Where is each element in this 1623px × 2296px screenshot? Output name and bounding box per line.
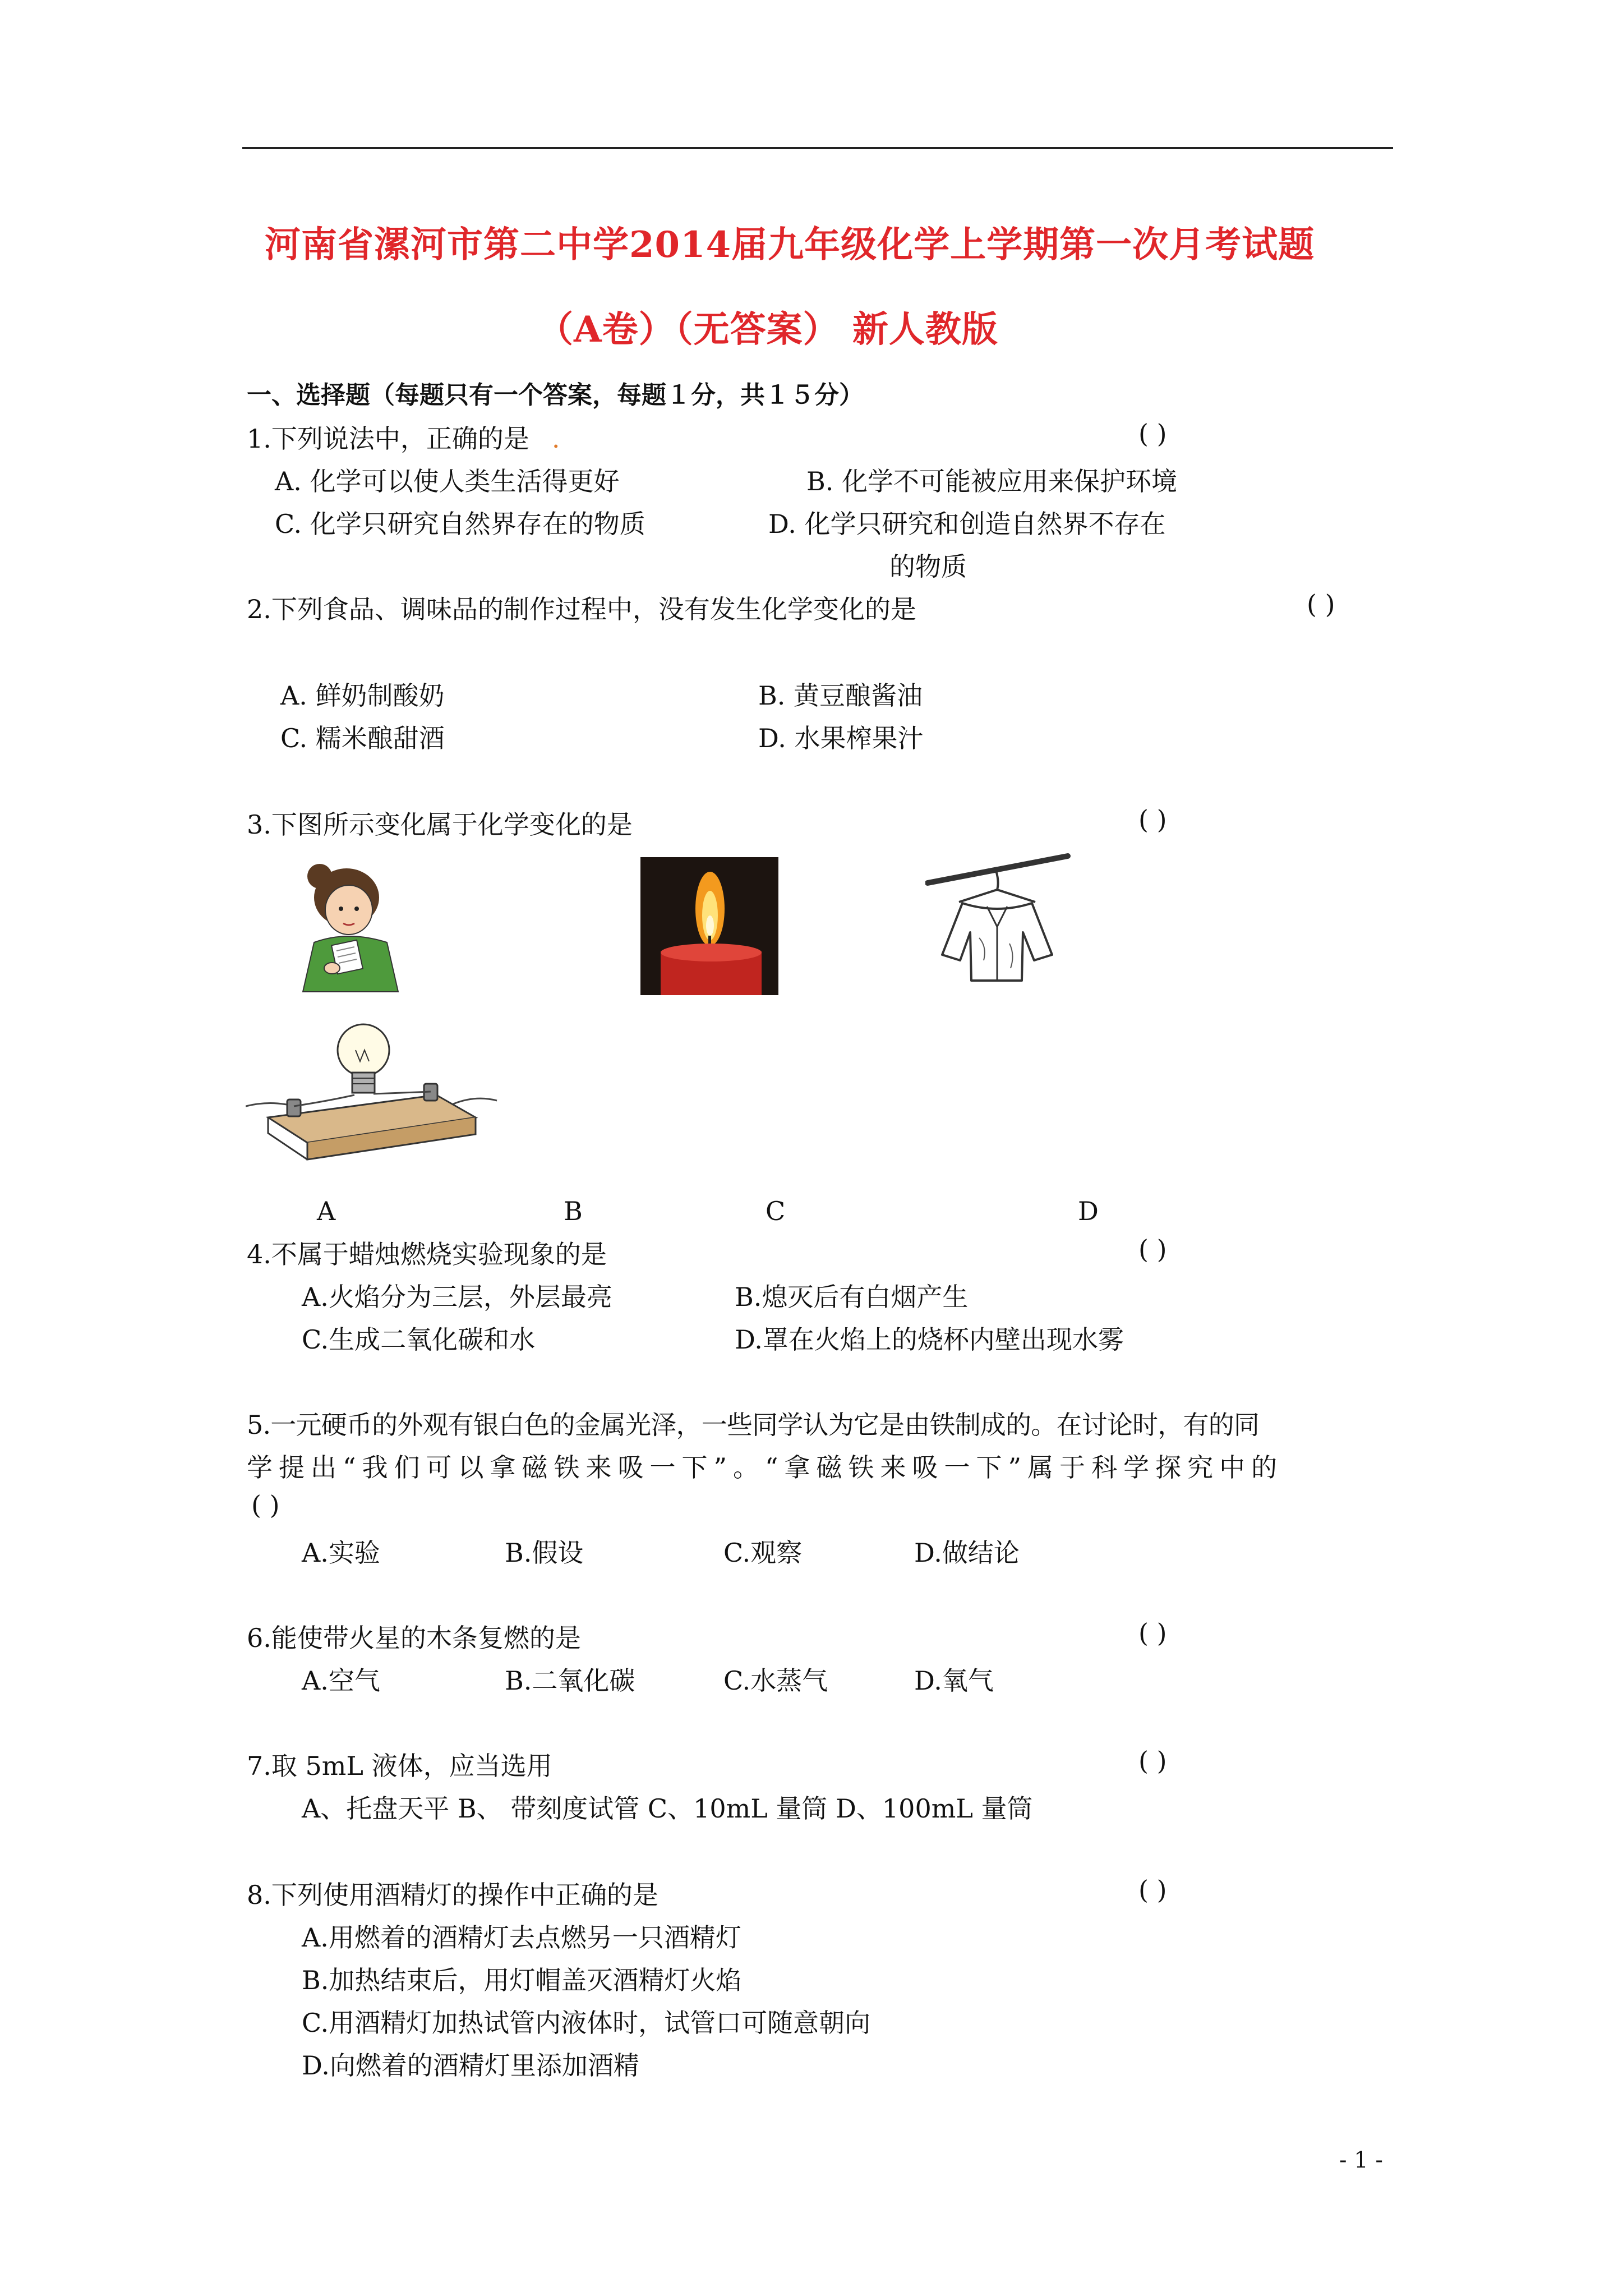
question-6-stem: 6.能使带火星的木条复燃的是: [247, 1623, 581, 1653]
page-title-line1: 河南省漯河市第二中学2014届九年级化学上学期第一次月考试题: [265, 224, 1315, 266]
q2-option-d: D. 水果榨果汁: [758, 723, 924, 753]
q4-option-c: C.生成二氧化碳和水: [302, 1324, 536, 1355]
q3-label-b: B: [564, 1196, 583, 1226]
q7-options: A、托盘天平 B、 带刻度试管 C、10mL 量筒 D、100mL 量筒: [302, 1793, 1033, 1824]
q4-option-d: D.罩在火焰上的烧杯内壁出现水雾: [735, 1324, 1124, 1355]
light-bulb-circuit-icon: [246, 1016, 498, 1168]
q4-option-a: A.火焰分为三层，外层最亮: [302, 1282, 612, 1312]
q6-option-b: B.二氧化碳: [505, 1665, 635, 1696]
question-2-answer-paren: ( ): [1307, 589, 1335, 619]
question-6-answer-paren: ( ): [1138, 1618, 1167, 1648]
question-8-answer-paren: ( ): [1138, 1875, 1167, 1905]
q6-option-a: A.空气: [302, 1665, 380, 1696]
page-title-line2: （A卷）（无答案） 新人教版: [537, 309, 998, 351]
question-1-stem: 1.下列说法中，正确的是 .: [247, 424, 560, 454]
header-rule: [242, 147, 1393, 149]
hanging-shirt-icon: [925, 848, 1071, 988]
question-5-line2: 学提出“我们可以拿磁铁来吸一下”。“拿磁铁来吸一下”属于科学探究中的: [247, 1452, 1284, 1483]
q4-option-b: B.熄灭后有白烟产生: [735, 1282, 969, 1312]
question-7-stem: 7.取 5mL 液体，应当选用: [247, 1751, 552, 1781]
q8-option-d: D.向燃着的酒精灯里添加酒精: [302, 2050, 639, 2081]
q5-option-a: A.实验: [302, 1538, 380, 1568]
q1-option-d: D. 化学只研究和创造自然界不存在: [768, 509, 1166, 539]
question-8-stem: 8.下列使用酒精灯的操作中正确的是: [247, 1880, 658, 1910]
girl-reading-icon: [280, 858, 415, 993]
question-7-answer-paren: ( ): [1138, 1746, 1167, 1776]
q1-option-a: A. 化学可以使人类生活得更好: [275, 466, 620, 496]
question-4-stem: 4.不属于蜡烛燃烧实验现象的是: [247, 1239, 607, 1269]
q8-option-a: A.用燃着的酒精灯去点燃另一只酒精灯: [302, 1922, 741, 1953]
question-3-stem: 3.下图所示变化属于化学变化的是: [247, 809, 633, 840]
dot-mark: .: [551, 424, 560, 454]
question-2-stem: 2.下列食品、调味品的制作过程中，没有发生化学变化的是: [247, 594, 916, 624]
q2-option-a: A. 鲜奶制酸奶: [280, 680, 445, 711]
question-3-answer-paren: ( ): [1138, 804, 1167, 835]
question-5-answer-paren: ( ): [251, 1490, 280, 1520]
q8-option-b: B.加热结束后，用灯帽盖灭酒精灯火焰: [302, 1965, 742, 1995]
q1-option-c: C. 化学只研究自然界存在的物质: [275, 509, 645, 539]
q5-option-d: D.做结论: [914, 1538, 1020, 1568]
q3-label-a: A: [317, 1196, 336, 1226]
q5-option-b: B.假设: [505, 1538, 584, 1568]
q2-option-c: C. 糯米酿甜酒: [280, 723, 445, 753]
candle-flame-icon: [640, 857, 778, 995]
q8-option-c: C.用酒精灯加热试管内液体时，试管口可随意朝向: [302, 2008, 871, 2038]
q2-option-b: B. 黄豆酿酱油: [758, 680, 923, 711]
q5-option-c: C.观察: [723, 1538, 803, 1568]
q3-label-d: D: [1078, 1196, 1099, 1226]
q6-option-d: D.氧气: [914, 1665, 994, 1696]
question-5-line1: 5.一元硬币的外观有银白色的金属光泽，一些同学认为它是由铁制成的。在讨论时，有的同: [247, 1410, 1260, 1440]
section-heading: 一、选择题（每题只有一个答案，每题１分，共１５分）: [247, 381, 864, 409]
q3-label-c: C: [766, 1196, 786, 1226]
question-1-answer-paren: ( ): [1138, 418, 1167, 449]
q6-option-c: C.水蒸气: [723, 1665, 828, 1696]
question-4-answer-paren: ( ): [1138, 1234, 1167, 1264]
page-number: - 1 -: [1339, 2147, 1383, 2173]
q1-option-d-continued: 的物质: [889, 551, 967, 582]
q1-option-b: B. 化学不可能被应用来保护环境: [806, 466, 1178, 496]
